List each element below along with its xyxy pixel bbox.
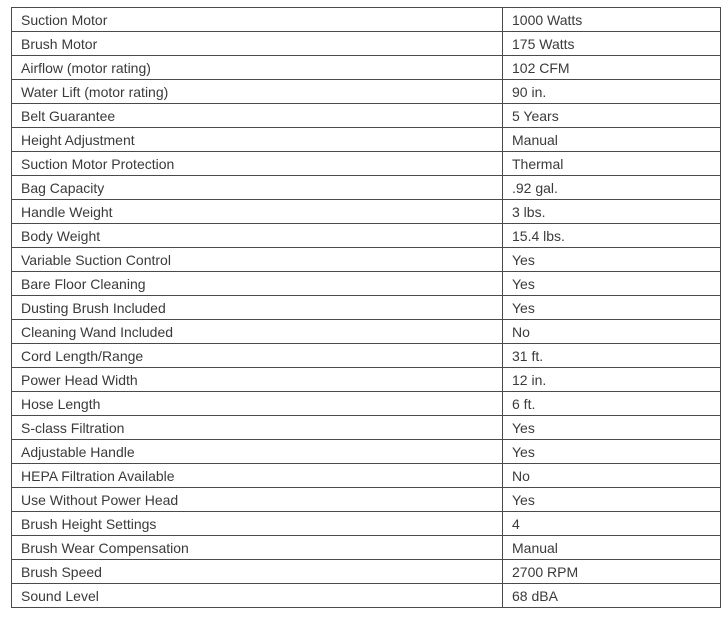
table-row [12,512,721,536]
spec-value: Yes [503,296,721,320]
spec-label: Sound Level [12,584,503,608]
spec-label: Use Without Power Head [12,488,503,512]
spec-value: Thermal [503,152,721,176]
spec-label: Water Lift (motor rating) [12,80,503,104]
spec-label: Hose Length [12,392,503,416]
spec-label: Body Weight [12,224,503,248]
spec-value: 15.4 lbs. [503,224,721,248]
spec-label: Variable Suction Control [12,248,503,272]
spec-label: Adjustable Handle [12,440,503,464]
spec-value: 4 [503,512,721,536]
spec-value: 31 ft. [503,344,721,368]
spec-value: .92 gal. [503,176,721,200]
spec-label: Brush Height Settings [12,512,503,536]
spec-value: No [503,464,721,488]
table-row [12,32,721,56]
table-row [12,56,721,80]
spec-label: Power Head Width [12,368,503,392]
table-row [12,392,721,416]
table-row [12,248,721,272]
table-row [12,536,721,560]
spec-label: Suction Motor Protection [12,152,503,176]
spec-label: Height Adjustment [12,128,503,152]
spec-label: Cleaning Wand Included [12,320,503,344]
table-row [12,128,721,152]
spec-label: HEPA Filtration Available [12,464,503,488]
table-row [12,152,721,176]
table-row [12,296,721,320]
spec-value: No [503,320,721,344]
table-row [12,344,721,368]
spec-value: 12 in. [503,368,721,392]
spec-value: 90 in. [503,80,721,104]
spec-value: Manual [503,536,721,560]
spec-value: Yes [503,488,721,512]
spec-label: Airflow (motor rating) [12,56,503,80]
spec-label: Belt Guarantee [12,104,503,128]
spec-value: Yes [503,416,721,440]
spec-label: Brush Speed [12,560,503,584]
spec-value: Yes [503,440,721,464]
table-row [12,560,721,584]
spec-label: Brush Motor [12,32,503,56]
spec-label: S-class Filtration [12,416,503,440]
table-row [12,272,721,296]
table-row [12,416,721,440]
spec-value: 5 Years [503,104,721,128]
spec-label: Suction Motor [12,8,503,32]
table-row [12,80,721,104]
spec-value: 6 ft. [503,392,721,416]
spec-label: Cord Length/Range [12,344,503,368]
spec-value: 3 lbs. [503,200,721,224]
spec-label: Handle Weight [12,200,503,224]
table-row [12,224,721,248]
spec-value: 2700 RPM [503,560,721,584]
spec-value: Yes [503,248,721,272]
spec-value: 102 CFM [503,56,721,80]
table-row [12,8,721,32]
spec-label: Bare Floor Cleaning [12,272,503,296]
spec-value: 175 Watts [503,32,721,56]
spec-value: Yes [503,272,721,296]
table-row [12,368,721,392]
spec-value: 68 dBA [503,584,721,608]
spec-value: 1000 Watts [503,8,721,32]
table-row [12,488,721,512]
table-row [12,200,721,224]
spec-label: Bag Capacity [12,176,503,200]
spec-table [11,7,721,608]
table-row [12,440,721,464]
spec-value: Manual [503,128,721,152]
spec-label: Brush Wear Compensation [12,536,503,560]
table-row [12,584,721,608]
table-row [12,104,721,128]
spec-label: Dusting Brush Included [12,296,503,320]
table-row [12,176,721,200]
table-row [12,464,721,488]
table-row [12,320,721,344]
